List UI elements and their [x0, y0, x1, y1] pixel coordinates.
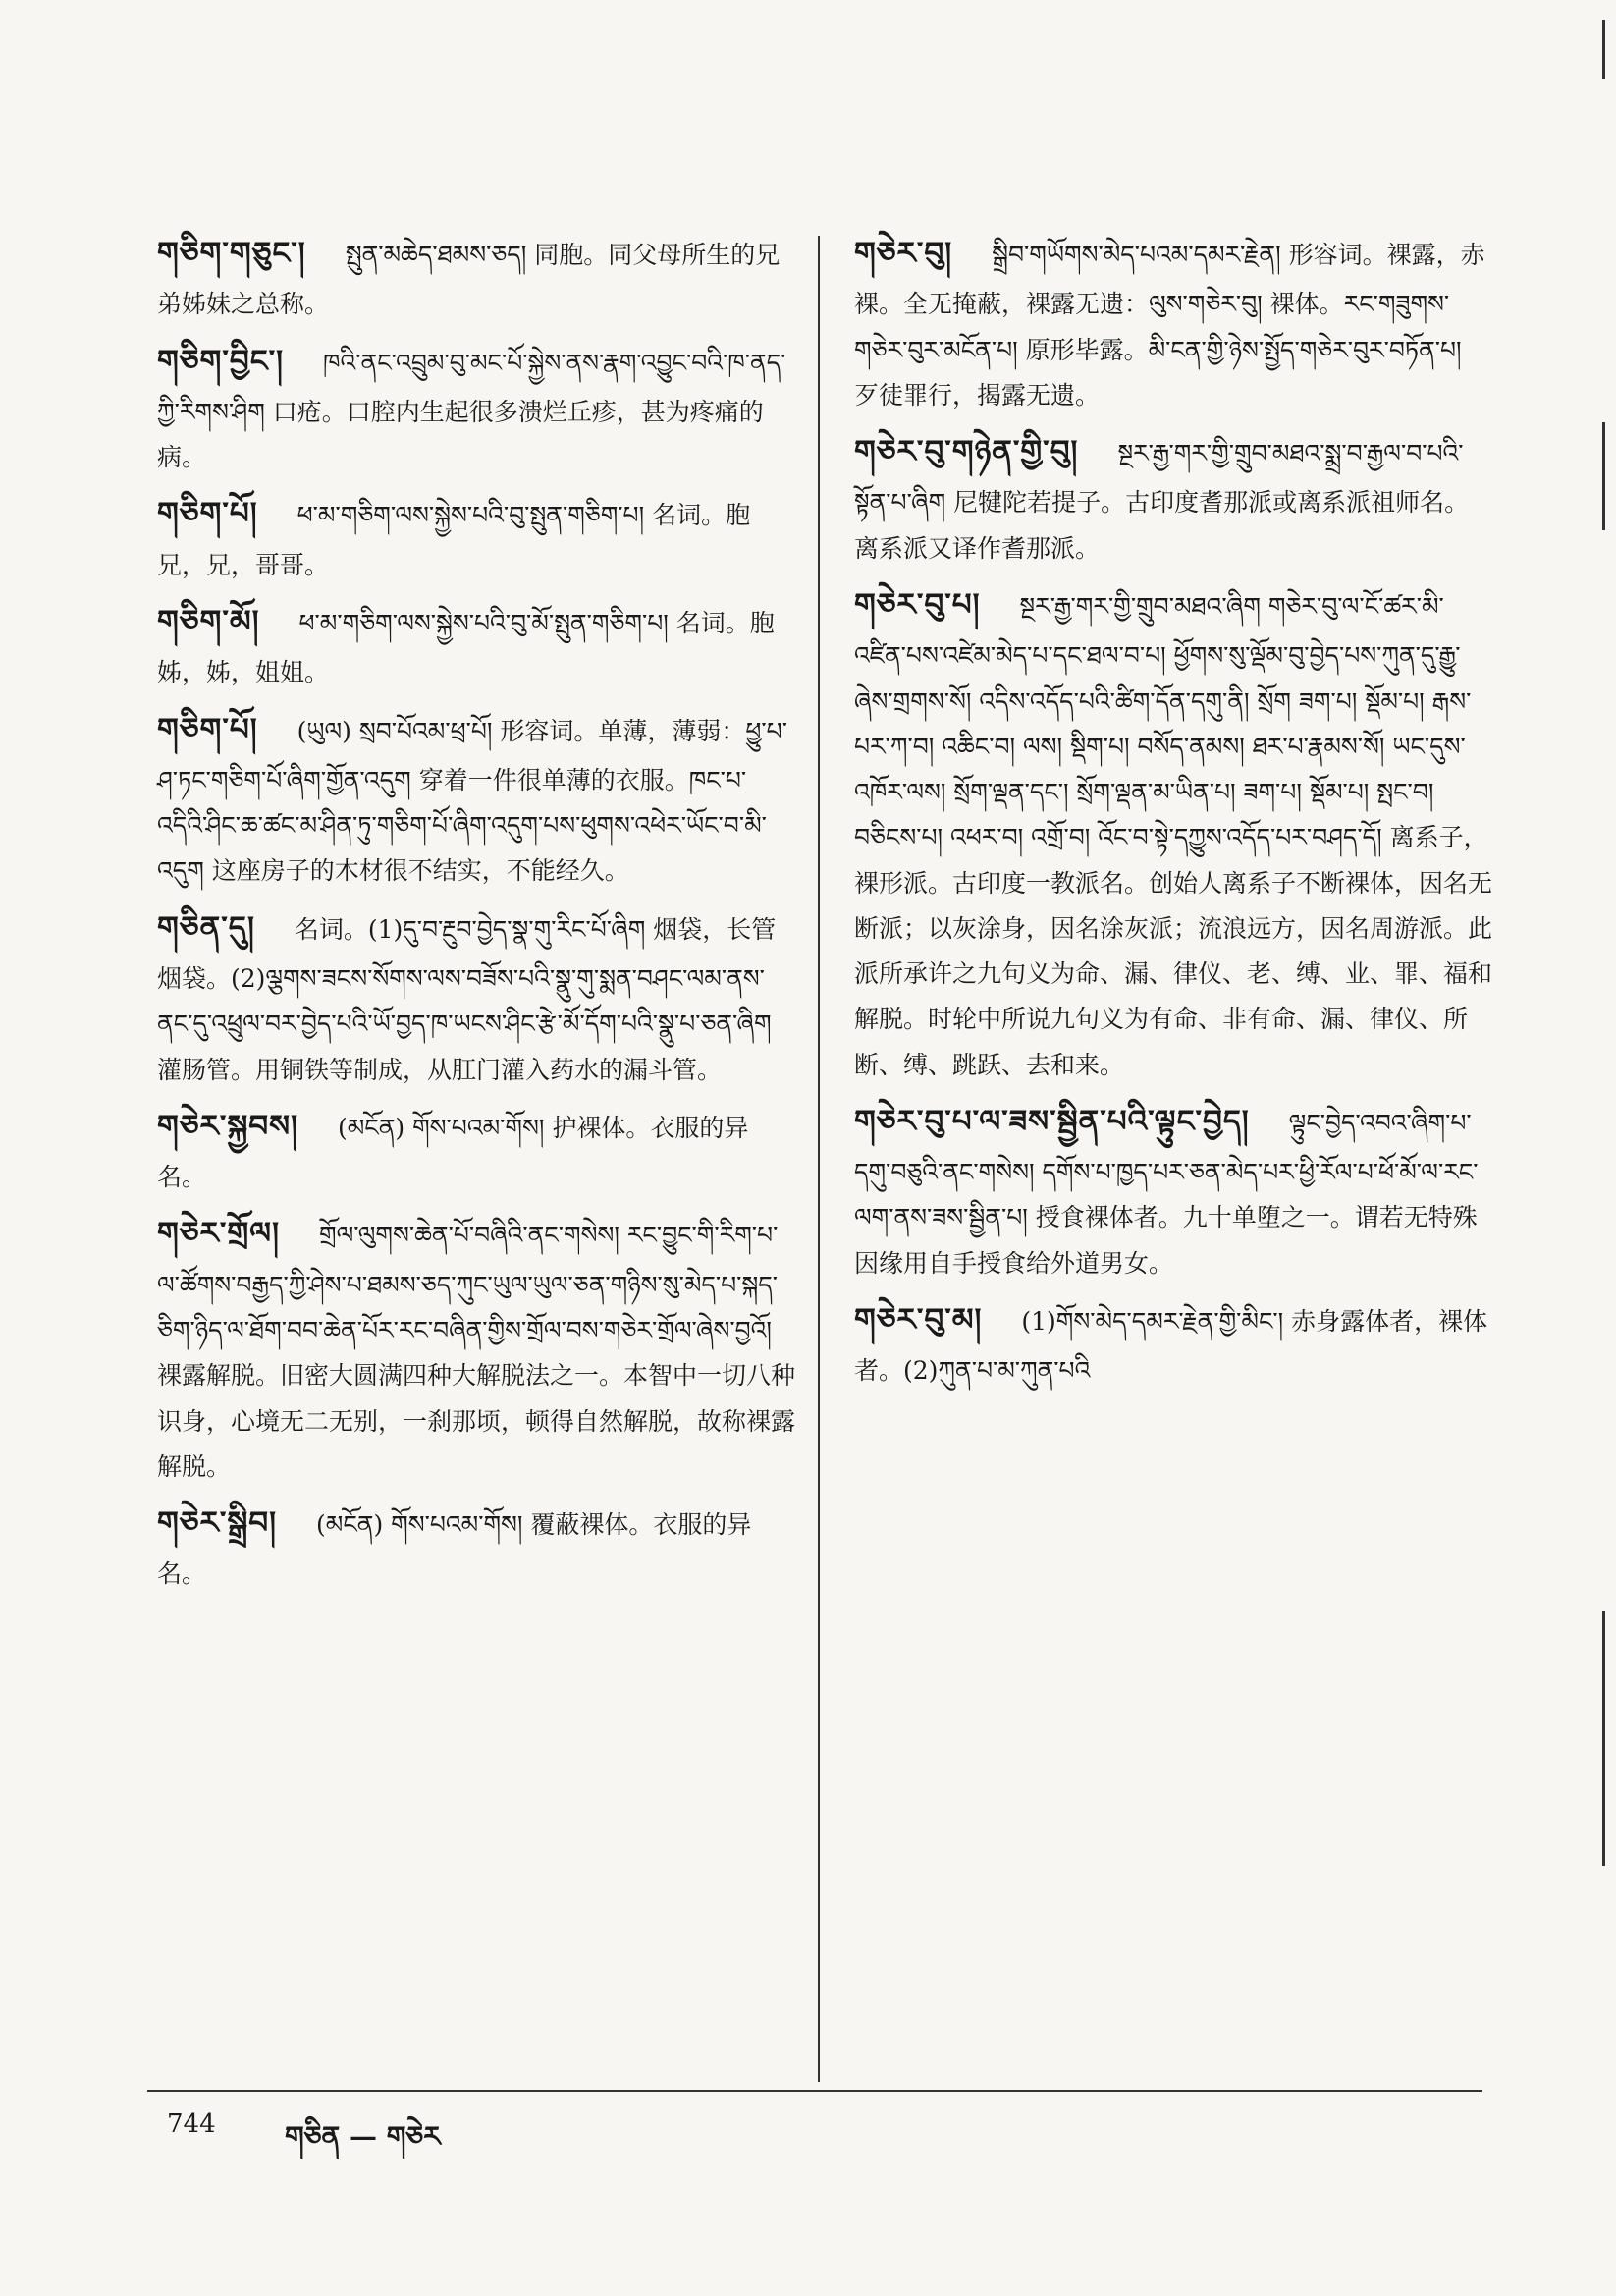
entry-definition: ལྟུང་བྱེད་འབའ་ཞིག་པ་དགུ་བཅུའི་ནང་གསེས། དགོས་པ་ཁྱད་པར་ཅན་མེད་པར་ཕྱི་རོལ་པ་ཕོ་མོ་ལ་རང་ལག་ནས་ཟས་སྦྱིན་པ། 授食裸体者。九十单堕之一。谓若无特殊因缘用自手授食给外道男女。 [854, 1108, 1479, 1278]
dictionary-entry [854, 1292, 1492, 1394]
dictionary-entry [157, 901, 795, 1093]
entry-definition: གྲོལ་ལུགས་ཆེན་པོ་བཞིའི་ནང་གསེས། རང་བྱུང་གི་རིག་པ་ལ་ཚོགས་བརྒྱད་ཀྱི་ཤེས་པ་ཐམས་ཅད་ཀུང་ཡུལ་ཡུལ་ཅན་གཉིས་སུ་མེད་པ་སྐད་ཅིག་ཉིད་ལ་ཐོག་བབ་ཆེན་པོར་རང་བཞིན་གྱིས་གྲོལ་བས་གཅེར་གྲོལ་ཞེས་བྱའོ། 裸露解脱。旧密大圆满四种大解脱法之一。本智中一切八种识身，心境无二无别，一刹那顷，顿得自然解脱，故称裸露解脱。 [157, 1221, 796, 1481]
dictionary-entry [157, 1206, 795, 1490]
entry-definition: ཕ་མ་གཅིག་ལས་སྐྱེས་པའི་བུ་མོ་སྤུན་གཅིག་པ། 名词。胞姊，姊，姐姐。 [157, 609, 775, 687]
entry-definition: 名词。(1)དུ་བ་རྔུབ་བྱེད་སྣ་གུ་རིང་པོ་ཞིག 烟袋，长管烟袋。(2)ལྕགས་ཟངས་སོགས་ལས་བཟོས་པའི་སྣུ་གུ་སྨན་བཤང་ལམ་ནས་ནང་དུ་འཕྲུལ་བར་བྱེད་པའི་ཡོ་བྱད་ཁ་ཡངས་ཤིང་རྩེ་མོ་དོག་པའི་སྣུ་པ་ཅན་ཞིག 灌肠管。用铜铁等制成，从肛门灌入药水的漏斗管。 [157, 914, 777, 1084]
scan-edge-mark [1602, 1611, 1605, 1866]
left-column [157, 226, 795, 1604]
entry-definition: སྤུན་མཆེད་ཐམས་ཅད། 同胞。同父母所生的兄弟姊妹之总称。 [157, 241, 781, 319]
right-column [854, 226, 1492, 1399]
scan-edge-mark [1602, 422, 1605, 530]
entry-headword: གཅིག་པོ། [157, 496, 258, 532]
entry-definition: སྔར་རྒྱ་གར་གྱི་གྲུབ་མཐའ་སྨྲ་བ་རྒྱལ་བ་པའི་སྟོན་པ་ཞིག 尼犍陀若提子。古印度耆那派或离系派祖师名。离系派又译作耆那派。 [854, 439, 1470, 563]
dictionary-entry [157, 1099, 795, 1201]
page-number: 744 [167, 2109, 216, 2139]
dictionary-entry [157, 226, 795, 328]
entry-definition: ཁའི་ནང་འབྲུམ་བུ་མང་པོ་སྐྱེས་ནས་རྣག་འབྱུང་བའི་ཁ་ནད་ཀྱི་རིགས་ཤིག 口疮。口腔内生起很多溃烂丘疹，甚为疼痛的病。 [157, 348, 786, 472]
entry-definition: (1)གོས་མེད་དམར་རྗེན་གྱི་མིང་། 赤身露体者，裸体者。(2)ཀུན་པ་མ་ཀུན་པའི [854, 1306, 1488, 1386]
entry-headword: གཅིག་མོ། [157, 604, 260, 640]
entry-definition: སྒྲིབ་གཡོགས་མེད་པའམ་དམར་རྗེན། 形容词。裸露，赤裸。全无掩蔽，裸露无遗：ལུས་གཅེར་བུ། 裸体。རང་གཟུགས་གཅེར་བུར་མངོན་པ། 原形毕露。མི་ངན་གྱི་ཉེས་སྤྱོད་གཅེར་བུར་བཏོན་པ། 歹徒罪行，揭露无遗。 [854, 241, 1485, 410]
entry-headword: གཅེར་གྲོལ། [157, 1216, 280, 1252]
dictionary-entry [854, 226, 1492, 418]
dictionary-entry [157, 1496, 795, 1598]
entry-headword: གཅིག་བྱིང་། [157, 343, 285, 379]
entry-headword: གཅེར་བུ་གཉེན་གྱི་བུ། [854, 434, 1079, 470]
column-divider [818, 236, 820, 2082]
footer-rule [147, 2090, 1482, 2092]
entry-headword: གཅེར་བུ། [854, 236, 953, 271]
entry-headword: གཅེར་སྐྱབས། [157, 1108, 298, 1144]
dictionary-entry [854, 1094, 1492, 1286]
entry-definition: (ཡུལ) སྲབ་པོའམ་ཕྲ་པོ། 形容词。单薄，薄弱：ཕྱུ་པ་ཤ་ཏང་གཅིག་པོ་ཞིག་གྱོན་འདུག 穿着一件很单薄的衣服。ཁང་པ་འདིའི་ཤིང་ཆ་ཚང་མ་ཤིན་ཏུ་གཅིག་པོ་ཞིག་འདུག་པས་ཕུགས་འཕེར་ཡོང་བ་མི་འདུག 这座房子的木材很不结实，不能经久。 [157, 716, 787, 886]
running-head: གཅིན — གཅེར [285, 2120, 441, 2153]
entry-headword: གཅིན་དུ། [157, 909, 255, 946]
dictionary-entry [157, 702, 795, 895]
entry-definition: (མངོན) གོས་པའམ་གོས། 覆蔽裸体。衣服的异名。 [157, 1510, 752, 1589]
dictionary-entry [157, 486, 795, 588]
entry-headword: གཅེར་སྒྲིབ། [157, 1505, 278, 1541]
entry-definition: སྔར་རྒྱ་གར་གྱི་གྲུབ་མཐའ་ཞིག གཅེར་བུ་ལ་ངོ་ཚར་མི་འཛིན་པས་འཛེམ་མེད་པ་དང་ཐལ་བ་པ། ཕྱོགས་སུ་ལྡོམ་བུ་བྱེད་པས་ཀུན་དུ་རྒྱུ་ཞེས་གྲགས་སོ། འདིས་འདོད་པའི་ཚིག་དོན་དགུ་ནི། སྲོག ཟག་པ། སྡོམ་པ། རྒས་པར་ཀ་བ། འཆིང་བ། ལས། སྡིག་པ། བསོད་ནམས། ཐར་པ་རྣམས་སོ། ཡང་དུས་འཁོར་ལས། སྲོག་ལྡན་དང་། སྲོག་ལྡན་མ་ཡིན་པ། ཟག་པ། སྡོམ་པ། སྤང་བ། བཅིངས་པ། འཕར་བ། འགྲོ་བ། འོང་བ་སྟེ་དཀྱུས་འདོད་པར་བཤད་དོ། 离系子，裸形派。古印度一教派名。创始人离系子不断裸体，因名无断派；以灰涂身，因名涂灰派；流浪远方，因名周游派。此派所承许之九句义为命、漏、律仪、老、缚、业、罪、福和解脱。时轮中所说九句义为有命、非有命、漏、律仪、所断、缚、跳跃、去和来。 [854, 591, 1493, 1079]
entry-headword: གཅེར་བུ་པ་ལ་ཟས་སྦྱིན་པའི་ལྟུང་བྱེད། [854, 1103, 1250, 1139]
entry-definition: ཕ་མ་གཅིག་ལས་སྐྱེས་པའི་བུ་སྤུན་གཅིག་པ། 名词。胞兄，兄，哥哥。 [157, 501, 751, 579]
entry-headword: གཅིག་གཅུང་། [157, 236, 306, 271]
entry-definition: (མངོན) གོས་པའམ་གོས། 护裸体。衣服的异名。 [157, 1113, 749, 1192]
scan-edge-mark [1602, 20, 1605, 79]
entry-headword: གཅེར་བུ་མ། [854, 1301, 983, 1338]
dictionary-entry [854, 424, 1492, 572]
dictionary-entry [157, 334, 795, 481]
dictionary-entry [854, 577, 1492, 1088]
entry-headword: གཅིག་པོ། [157, 711, 258, 747]
dictionary-entry [157, 594, 795, 696]
entry-headword: གཅེར་བུ་པ། [854, 586, 981, 623]
